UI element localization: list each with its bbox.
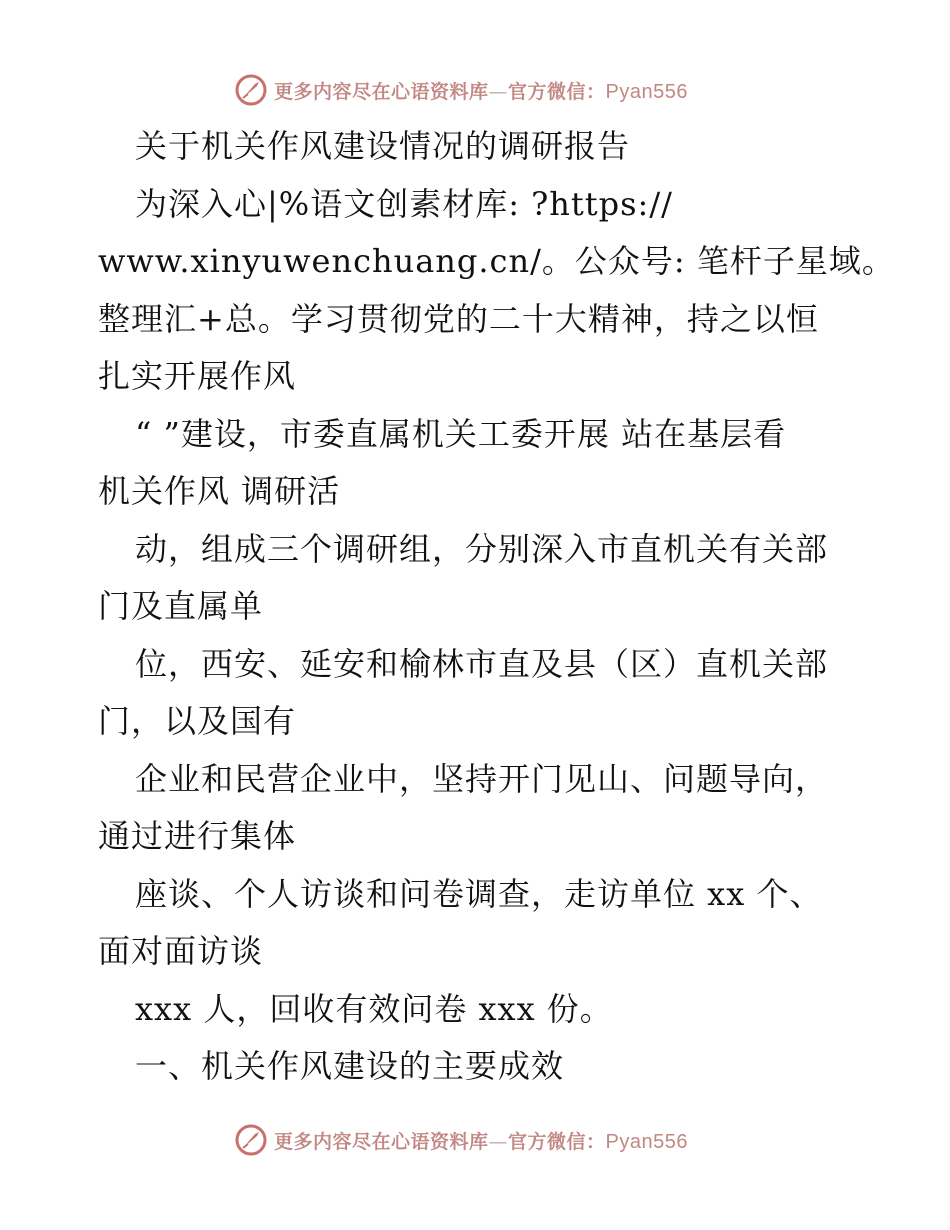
text-line: 门及直属单 [98, 587, 264, 625]
watermark-text [274, 77, 688, 104]
text-line: “ ”建设，市委直属机关工委开展 站在基层看 [135, 414, 787, 453]
text-line: www.xinyuwenchuang.cn/。公众号: 笔杆子星域。 [98, 242, 895, 280]
text-line: 机关作风 调研活 [98, 472, 341, 510]
text-line: 位，西安、延安和榆林市直及县（区）直机关部 [135, 644, 829, 683]
text-line: 面对面访谈 [98, 932, 264, 970]
document-title: 关于机关作风建设情况的调研报告 [135, 127, 631, 165]
text-line: 动，组成三个调研组，分别深入市直机关有关部 [135, 529, 829, 568]
watermark-brand: 更多内容尽在心语资料库 [274, 80, 489, 103]
watermark-brand: 更多内容尽在心语资料库 [274, 1130, 489, 1153]
text-line: xxx 人，回收有效问卷 xxx 份。 [135, 989, 613, 1028]
watermark-separator: — [488, 80, 509, 103]
text-line: 为深入心|%语文创素材库: ?https:// [135, 184, 673, 223]
section-heading: 一、机关作风建设的主要成效 [135, 1047, 565, 1085]
text-line: 通过进行集体 [98, 817, 297, 855]
quill-emblem-icon [234, 73, 268, 107]
text-line: 扎实开展作风 [98, 357, 297, 395]
document-body [98, 118, 898, 1096]
watermark-text [274, 1127, 688, 1154]
text-line: 整理汇+总。学习贯彻党的二十大精神，持之以恒 [98, 299, 819, 338]
watermark-contact-label: 官方微信： [508, 80, 606, 103]
watermark-separator: — [488, 1130, 509, 1153]
watermark-contact-label: 官方微信： [508, 1130, 606, 1153]
watermark-contact-id: Pyan556 [605, 80, 688, 103]
quill-emblem-icon [234, 1123, 268, 1157]
text-line: 企业和民营企业中，坚持开门见山、问题导向， [135, 759, 829, 798]
text-line: 座谈、个人访谈和问卷调查，走访单位 xx 个、 [135, 874, 823, 913]
watermark-footer [234, 1120, 688, 1160]
watermark-contact-id: Pyan556 [605, 1130, 688, 1153]
text-line: 门，以及国有 [98, 702, 297, 740]
watermark-header [234, 70, 688, 110]
